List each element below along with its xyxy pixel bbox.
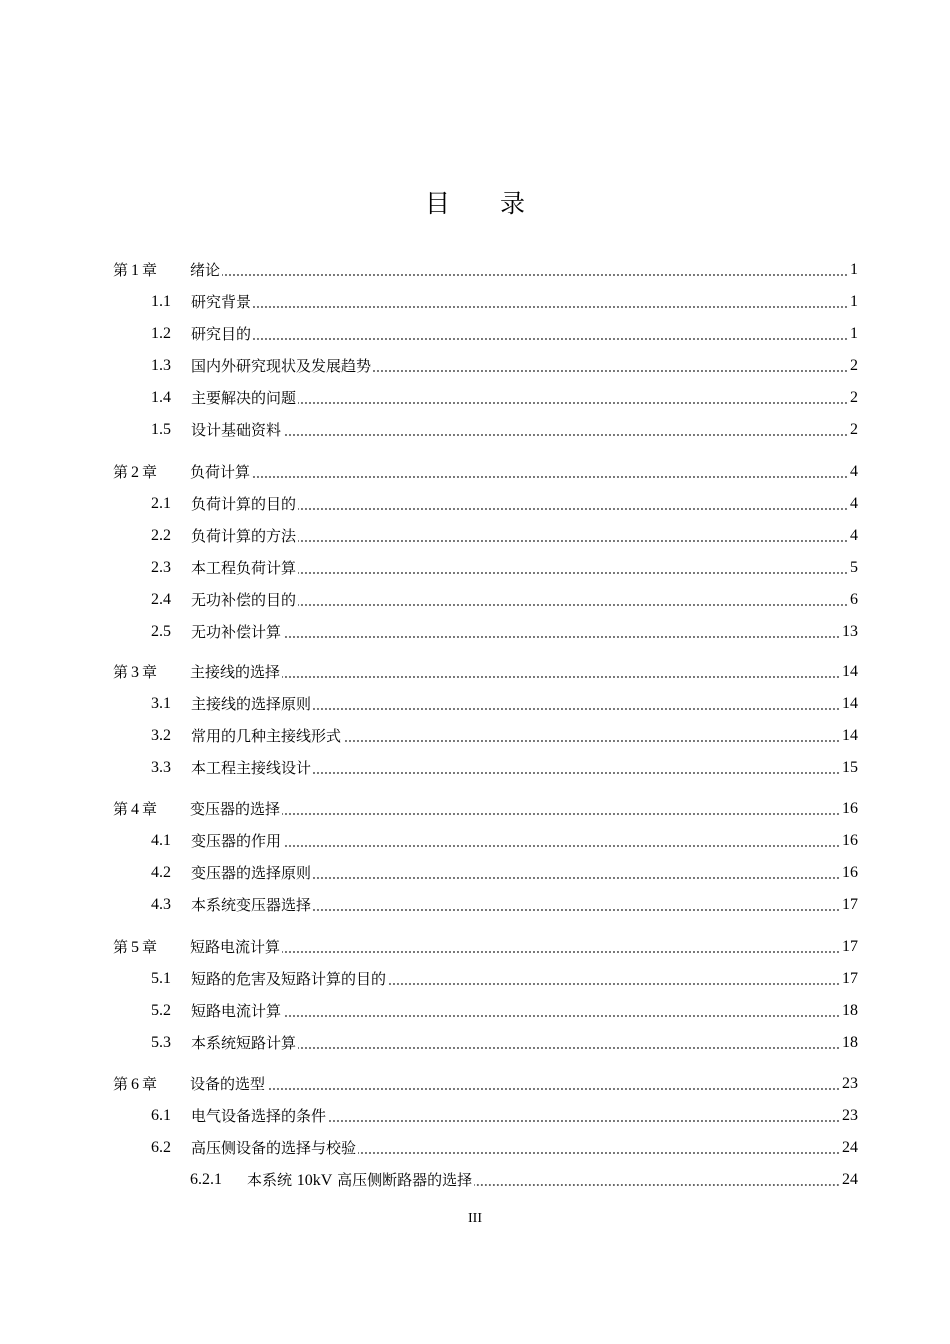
- entry-page-number: 16: [842, 864, 858, 881]
- entry-page-number: 2: [850, 357, 858, 374]
- toc-section-entry[interactable]: [0, 386, 950, 410]
- entry-page-number: 17: [842, 938, 858, 955]
- toc-chapter-entry[interactable]: [0, 935, 950, 959]
- chapter-number: 4: [131, 801, 140, 818]
- entry-number: 3.1: [151, 695, 171, 712]
- chapter-prefix: 第: [113, 463, 129, 481]
- toc-chapter-entry[interactable]: [0, 460, 950, 484]
- dot-leader: [298, 1047, 840, 1049]
- toc-title-char-2: 录: [500, 189, 526, 218]
- entry-number: 5.3: [151, 1034, 171, 1051]
- entry-number: 5.1: [151, 970, 171, 987]
- toc-section-entry[interactable]: [0, 290, 950, 314]
- dot-leader: [313, 909, 840, 911]
- toc-section-entry[interactable]: [0, 861, 950, 885]
- entry-page-number: 24: [842, 1139, 858, 1156]
- chapter-number: 5: [131, 939, 140, 956]
- entry-number: 3.3: [151, 759, 171, 776]
- entry-label: 变压器的选择: [190, 800, 281, 818]
- dot-leader: [388, 983, 840, 985]
- entry-page-number: 15: [842, 759, 858, 776]
- chapter-suffix: 章: [142, 261, 158, 279]
- entry-page-number: 16: [842, 832, 858, 849]
- toc-chapter-entry[interactable]: [0, 258, 950, 282]
- entry-number: 3.2: [151, 727, 171, 744]
- dot-leader: [358, 1152, 840, 1154]
- entry-label: 短路电流计算: [190, 938, 281, 956]
- dot-leader: [313, 877, 840, 879]
- dot-leader: [474, 1184, 840, 1186]
- dot-leader: [252, 476, 848, 478]
- dot-leader: [313, 708, 840, 710]
- entry-label: 无功补偿计算: [191, 623, 282, 641]
- entry-page-number: 6: [850, 591, 858, 608]
- entry-page-number: 14: [842, 663, 858, 680]
- entry-number: [113, 935, 157, 960]
- entry-label: 常用的几种主接线形式: [191, 727, 342, 745]
- entry-page-number: 4: [850, 463, 858, 480]
- entry-label: [247, 1168, 472, 1193]
- entry-page-number: 13: [842, 623, 858, 640]
- entry-number: 4.2: [151, 864, 171, 881]
- entry-page-number: 17: [842, 970, 858, 987]
- entry-page-number: 17: [842, 896, 858, 913]
- dot-leader: [283, 434, 848, 436]
- chapter-suffix: 章: [142, 1075, 158, 1093]
- chapter-suffix: 章: [142, 800, 158, 818]
- entry-label: 绪论: [190, 261, 221, 279]
- entry-label: 负荷计算: [190, 463, 251, 481]
- entry-label: 本系统短路计算: [191, 1034, 297, 1052]
- dot-leader: [283, 845, 840, 847]
- dot-leader: [283, 636, 840, 638]
- entry-page-number: 24: [842, 1171, 858, 1188]
- dot-leader: [298, 508, 848, 510]
- toc-subsection-entry[interactable]: [0, 1168, 950, 1192]
- dot-leader: [267, 1088, 840, 1090]
- entry-label: 研究目的: [191, 325, 252, 343]
- entry-number: 6.1: [151, 1107, 171, 1124]
- entry-label: 电气设备选择的条件: [191, 1107, 327, 1125]
- toc-section-entry[interactable]: [0, 999, 950, 1023]
- entry-label: 主要解决的问题: [191, 389, 297, 407]
- chapter-number: 3: [131, 664, 140, 681]
- footer-page-number: III: [468, 1211, 482, 1226]
- entry-label: 本工程主接线设计: [191, 759, 312, 777]
- entry-label: 变压器的选择原则: [191, 864, 312, 882]
- dot-leader: [282, 951, 840, 953]
- entry-label: 设计基础资料: [191, 421, 282, 439]
- entry-page-number: 18: [842, 1002, 858, 1019]
- chapter-suffix: 章: [142, 938, 158, 956]
- entry-number: 2.2: [151, 527, 171, 544]
- entry-page-number: 23: [842, 1107, 858, 1124]
- dot-leader: [343, 740, 840, 742]
- entry-label: 无功补偿的目的: [191, 591, 297, 609]
- entry-page-number: 4: [850, 527, 858, 544]
- entry-page-number: 1: [850, 293, 858, 310]
- entry-label: 主接线的选择: [190, 663, 281, 681]
- dot-leader: [298, 572, 848, 574]
- entry-page-number: 23: [842, 1075, 858, 1092]
- dot-leader: [298, 604, 848, 606]
- entry-number: 2.1: [151, 495, 171, 512]
- entry-number: 1.5: [151, 421, 171, 438]
- entry-number: 1.1: [151, 293, 171, 310]
- entry-label: 短路的危害及短路计算的目的: [191, 970, 387, 988]
- dot-leader: [282, 676, 840, 678]
- chapter-number: 2: [131, 464, 140, 481]
- dot-leader: [328, 1120, 840, 1122]
- toc-section-entry[interactable]: [0, 724, 950, 748]
- toc-section-entry[interactable]: [0, 967, 950, 991]
- entry-label: 短路电流计算: [191, 1002, 282, 1020]
- dot-leader: [253, 338, 848, 340]
- chapter-prefix: 第: [113, 663, 129, 681]
- entry-label: 设备的选型: [190, 1075, 266, 1093]
- entry-label: 研究背景: [191, 293, 252, 311]
- entry-page-number: 18: [842, 1034, 858, 1051]
- entry-page-number: 2: [850, 389, 858, 406]
- chapter-number: 6: [131, 1076, 140, 1093]
- dot-leader: [298, 540, 848, 542]
- toc-chapter-entry[interactable]: [0, 797, 950, 821]
- entry-label: 负荷计算的方法: [191, 527, 297, 545]
- entry-number: 2.3: [151, 559, 171, 576]
- toc-section-entry[interactable]: [0, 1104, 950, 1128]
- entry-label: 国内外研究现状及发展趋势: [191, 357, 372, 375]
- entry-number: [113, 660, 157, 685]
- dot-leader: [283, 1015, 840, 1017]
- dot-leader: [222, 274, 848, 276]
- toc-chapter-entry[interactable]: [0, 660, 950, 684]
- entry-number: [113, 797, 157, 822]
- entry-number: 2.4: [151, 591, 171, 608]
- toc-section-entry[interactable]: [0, 893, 950, 917]
- toc-section-entry[interactable]: [0, 354, 950, 378]
- toc-section-entry[interactable]: [0, 756, 950, 780]
- entry-page-number: 1: [850, 325, 858, 342]
- entry-page-number: 5: [850, 559, 858, 576]
- toc-section-entry[interactable]: [0, 524, 950, 548]
- entry-label: 变压器的作用: [191, 832, 282, 850]
- chapter-suffix: 章: [142, 463, 158, 481]
- chapter-prefix: 第: [113, 800, 129, 818]
- toc-section-entry[interactable]: [0, 692, 950, 716]
- toc-section-entry[interactable]: [0, 556, 950, 580]
- label-part: 高压侧断路器的选择: [332, 1171, 473, 1189]
- dot-leader: [313, 772, 840, 774]
- toc-section-entry[interactable]: [0, 418, 950, 442]
- toc-section-entry[interactable]: [0, 1136, 950, 1160]
- toc-section-entry[interactable]: [0, 492, 950, 516]
- label-part: 10kV: [296, 1172, 333, 1189]
- entry-number: 4.1: [151, 832, 171, 849]
- chapter-number: 1: [131, 262, 140, 279]
- chapter-prefix: 第: [113, 261, 129, 279]
- entry-page-number: 4: [850, 495, 858, 512]
- entry-page-number: 2: [850, 421, 858, 438]
- entry-page-number: 16: [842, 800, 858, 817]
- entry-number: 1.3: [151, 357, 171, 374]
- dot-leader: [298, 402, 848, 404]
- entry-number: 6.2.1: [190, 1171, 222, 1188]
- toc-section-entry[interactable]: [0, 620, 950, 644]
- entry-label: 主接线的选择原则: [191, 695, 312, 713]
- entry-page-number: 14: [842, 727, 858, 744]
- toc-chapter-entry[interactable]: [0, 1072, 950, 1096]
- chapter-suffix: 章: [142, 663, 158, 681]
- toc-section-entry[interactable]: [0, 322, 950, 346]
- entry-number: 4.3: [151, 896, 171, 913]
- dot-leader: [282, 813, 840, 815]
- entry-label: 本工程负荷计算: [191, 559, 297, 577]
- entry-number: [113, 258, 157, 283]
- toc-section-entry[interactable]: [0, 588, 950, 612]
- entry-page-number: 14: [842, 695, 858, 712]
- entry-number: 1.2: [151, 325, 171, 342]
- chapter-prefix: 第: [113, 938, 129, 956]
- chapter-prefix: 第: [113, 1075, 129, 1093]
- toc-title-char-1: 目: [424, 189, 450, 218]
- entry-number: 5.2: [151, 1002, 171, 1019]
- entry-page-number: 1: [850, 261, 858, 278]
- toc-section-entry[interactable]: [0, 829, 950, 853]
- entry-label: 负荷计算的目的: [191, 495, 297, 513]
- entry-number: 6.2: [151, 1139, 171, 1156]
- entry-number: [113, 1072, 157, 1097]
- toc-section-entry[interactable]: [0, 1031, 950, 1055]
- entry-label: 高压侧设备的选择与校验: [191, 1139, 357, 1157]
- dot-leader: [253, 306, 848, 308]
- entry-label: 本系统变压器选择: [191, 896, 312, 914]
- entry-number: 1.4: [151, 389, 171, 406]
- label-part: 本系统: [247, 1171, 297, 1189]
- entry-number: 2.5: [151, 623, 171, 640]
- entry-number: [113, 460, 157, 485]
- dot-leader: [373, 370, 848, 372]
